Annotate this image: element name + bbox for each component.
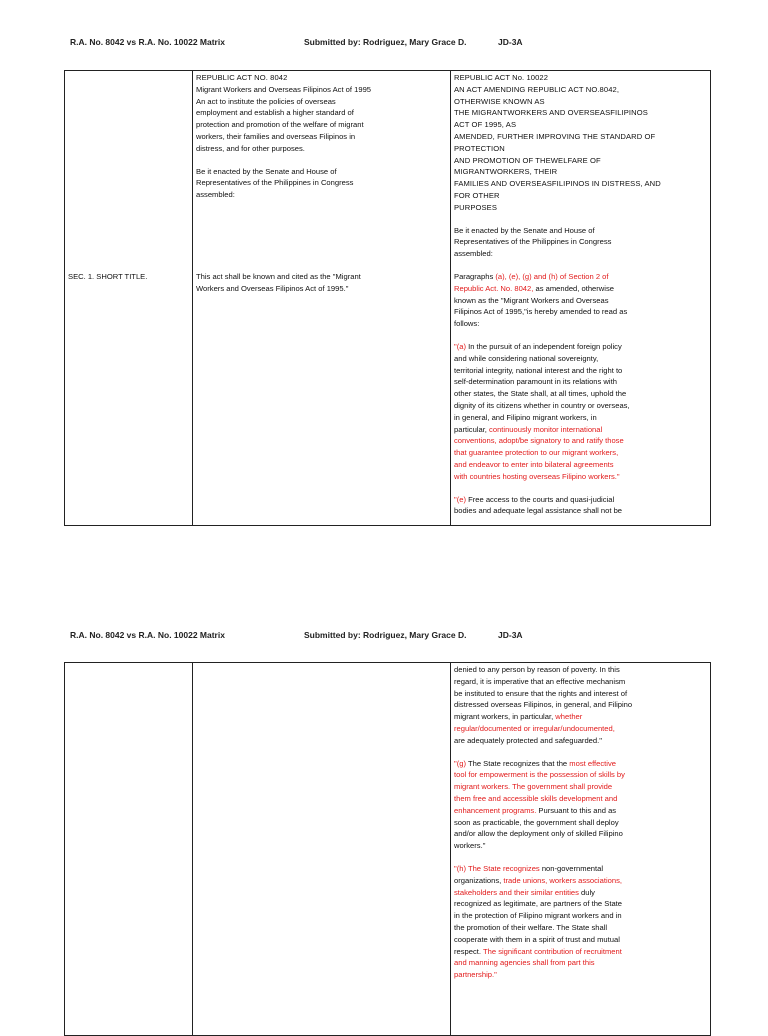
para-a-amendment: that guarantee protection to our migrant workers, [454, 448, 619, 458]
ra8042-text-line: protection and promotion of the welfare of migrant [196, 120, 364, 130]
para-a-line [454, 341, 707, 353]
ra10022-title-line: FAMILIES AND OVERSEASFILIPINOS IN DISTRESS, AND [454, 179, 661, 189]
para-a-line: other states, the State shall, at all times, uphold the [454, 389, 627, 399]
ra8042-short-title-text: This act shall be known and cited as the "Migrant [196, 271, 361, 281]
submitted-by: Submitted by: Rodriguez, Mary Grace D. [304, 630, 467, 640]
ra10022-enact-line: Be it enacted by the Senate and House of [454, 225, 595, 235]
para-h-text: respect. [454, 946, 483, 956]
ra10022-title-line: AN ACT AMENDING REPUBLIC ACT NO.8042, [454, 84, 620, 94]
amended-paragraphs: (a), (e), (g) and (h) of Section 2 of [495, 271, 609, 281]
ra10022-title-line: ACT OF 1995, AS [454, 120, 517, 130]
ra8042-column [193, 71, 451, 526]
para-e-text: Free access to the courts and quasi-judicial [465, 494, 615, 504]
para-g-line: workers." [454, 841, 486, 851]
para-g-text: The State recognizes that the [465, 758, 570, 768]
ra10022-enact-line: Representatives of the Philippines in Congress [454, 237, 612, 247]
ra10022-title-line: PURPOSES [454, 202, 497, 212]
ra10022-enact-line: assembled: [454, 249, 493, 259]
para-h-line [454, 946, 707, 958]
ra10022-title-line: AND PROMOTION OF THEWELFARE OF [454, 155, 601, 165]
amend-intro-line: known as the "Migrant Workers and Overseas [454, 295, 609, 305]
para-g-amendment: tool for empowerment is the possession of skills by [454, 770, 625, 780]
para-h-mark: "(h) The State recognizes [454, 863, 540, 873]
ra10022-title-line: PROTECTION [454, 143, 505, 153]
para-h-amendment: trade unions, workers associations, [503, 875, 622, 885]
ra10022-title-line: MIGRANTWORKERS, THEIR [454, 167, 558, 177]
para-g-mark: "(g) [454, 758, 466, 768]
para-h-line [454, 863, 707, 875]
para-h-line: in the protection of Filipino migrant workers and in [454, 911, 622, 921]
para-h-line [454, 887, 707, 899]
para-h-line: the promotion of their welfare. The State shall [454, 922, 608, 932]
para-e-mark: "(e) [454, 494, 466, 504]
amend-intro-line: Filipinos Act of 1995,"is hereby amended to read as [454, 307, 628, 317]
para-e-amendment: regular/documented or irregular/undocumented, [454, 723, 615, 733]
section-label: JD-3A [498, 630, 523, 640]
para-a-line: in general, and Filipino migrant workers, in [454, 412, 597, 422]
para-h-text: organizations, [454, 875, 504, 885]
provision-column [65, 71, 193, 526]
ra8042-text-line: workers, their families and overseas Filipinos in [196, 131, 356, 141]
para-e-line: be instituted to ensure that the rights and interest of [454, 688, 628, 698]
ra8042-text-line: distress, and for other purposes. [196, 143, 305, 153]
sec1-short-title: SEC. 1. SHORT TITLE. [68, 272, 148, 281]
ra8042-short-name: Migrant Workers and Overseas Filipinos Act of 1995 [196, 84, 372, 94]
para-e-line [454, 494, 707, 506]
para-g-line: soon as practicable, the government shall deploy [454, 817, 619, 827]
ra10022-title-line: OTHERWISE KNOWN AS [454, 96, 545, 106]
para-e-line: regard, it is imperative that an effective mechanism [454, 676, 626, 686]
para-h-line: cooperate with them in a spirit of trust and mutual [454, 934, 620, 944]
para-h-line [454, 875, 707, 887]
para-e-line: denied to any person by reason of poverty. In this [454, 665, 620, 674]
para-a-amendment: conventions, adopt/be signatory to and ratify those [454, 436, 624, 446]
para-a-amendment: with countries hosting overseas Filipino workers." [454, 471, 620, 481]
matrix-title: R.A. No. 8042 vs R.A. No. 10022 Matrix [70, 630, 225, 640]
para-g-line [454, 805, 707, 817]
para-e-amendment: whether [555, 712, 583, 722]
para-e-line [454, 711, 707, 723]
ra10022-title-line: THE MIGRANTWORKERS AND OVERSEASFILIPINOS [454, 108, 648, 118]
ra10022-column [451, 71, 711, 526]
para-g-amendment: most effective [569, 758, 616, 768]
matrix-table-page-2 [64, 662, 711, 1036]
matrix-table-page-1 [64, 70, 711, 526]
section-label: JD-3A [498, 37, 523, 47]
para-h-text: duly [578, 887, 595, 897]
provision-column [65, 663, 193, 1036]
para-a-amendment: and endeavor to enter into bilateral agreements [454, 459, 614, 469]
ra10022-title-line: FOR OTHER [454, 190, 500, 200]
para-a-line [454, 424, 707, 436]
para-g-text: Pursuant to this and as [536, 805, 617, 815]
table-row [65, 663, 711, 1036]
ra8042-text-line: employment and establish a higher standard of [196, 108, 354, 118]
para-g-amendment: enhancement programs. [454, 805, 537, 815]
amend-intro-line: Paragraphs (a), (e), (g) and (h) of Section 2 of [454, 271, 609, 281]
para-g-line: and/or allow the deployment only of skilled Filipino [454, 829, 623, 839]
para-a-mark: "(a) [454, 341, 466, 351]
amend-intro-rest: as amended, otherwise [533, 283, 614, 293]
ra8042-enact-line: Representatives of the Philippines in Congress [196, 178, 354, 188]
submitted-by: Submitted by: Rodriguez, Mary Grace D. [304, 37, 467, 47]
ra8042-short-title-text: Workers and Overseas Filipinos Act of 1995." [196, 283, 349, 293]
para-h-amendment: stakeholders and their similar entities [454, 887, 579, 897]
para-a-line: dignity of its citizens whether in country or overseas, [454, 400, 630, 410]
para-e-line: bodies and adequate legal assistance shall not be [454, 506, 623, 516]
para-h-amendment: partnership." [454, 970, 497, 980]
amended-law-ref: Republic Act. No. 8042, [454, 283, 534, 293]
ra8042-enact-line: Be it enacted by the Senate and House of [196, 166, 337, 176]
para-h-amendment: and manning agencies shall from part this [454, 958, 595, 968]
ra8042-enact-line: assembled: [196, 190, 235, 200]
para-h-amendment: The significant contribution of recruitment [483, 946, 622, 956]
ra8042-title: REPUBLIC ACT NO. 8042 [196, 73, 288, 82]
ra10022-title-line: REPUBLIC ACT No. 10022 [454, 73, 549, 82]
para-a-text: particular, [454, 424, 490, 434]
para-a-line: and while considering national sovereignty, [454, 353, 599, 363]
para-e-line: distressed overseas Filipinos, in general, and Filipino [454, 700, 633, 710]
para-g-line [454, 758, 707, 770]
ra10022-title-line: AMENDED, FURTHER IMPROVING THE STANDARD OF [454, 131, 656, 141]
para-a-amendment: continuously monitor international [489, 424, 603, 434]
ra10022-column [451, 663, 711, 1036]
para-a-line: self-determination paramount in its relations with [454, 377, 617, 387]
ra8042-column [193, 663, 451, 1036]
para-a-text: In the pursuit of an independent foreign policy [465, 341, 622, 351]
table-row [65, 71, 711, 526]
para-e-line: are adequately protected and safeguarded." [454, 735, 602, 745]
para-a-line: territorial integrity, national interest and the right to [454, 365, 623, 375]
para-h-text: non-governmental [539, 863, 604, 873]
amend-intro-line: follows: [454, 319, 480, 329]
matrix-title: R.A. No. 8042 vs R.A. No. 10022 Matrix [70, 37, 225, 47]
para-g-amendment: migrant workers. The government shall provide [454, 782, 613, 792]
ra8042-text-line: An act to institute the policies of overseas [196, 96, 336, 106]
para-e-text: migrant workers, in particular, [454, 712, 556, 722]
para-h-line: recognized as legitimate, are partners of the State [454, 899, 623, 909]
para-g-amendment: them free and accessible skills development and [454, 793, 618, 803]
amend-intro-line [454, 283, 707, 295]
